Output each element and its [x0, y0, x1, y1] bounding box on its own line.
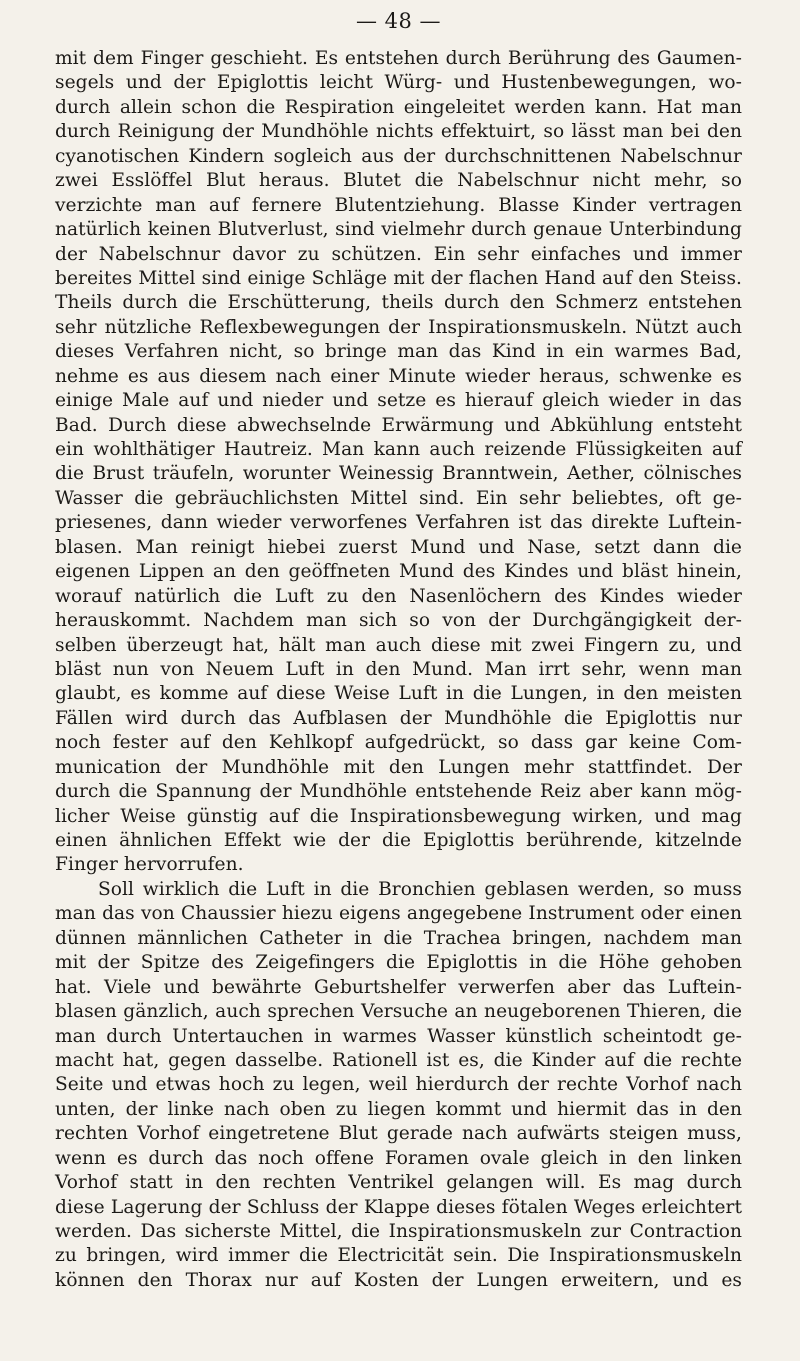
text-line: rechten Vorhof eingetretene Blut gerade nach aufwärts steigen muss, [55, 1123, 742, 1145]
text-line: durch allein schon die Respiration eingeleitet werden kann. Hat man [55, 96, 742, 118]
text-line: munication der Mundhöhle mit den Lungen mehr stattfindet. Der [55, 756, 742, 778]
text-line: herauskommt. Nachdem man sich so von der Durchgängigkeit der- [55, 610, 742, 632]
text-line: worauf natürlich die Luft zu den Nasenlöchern des Kindes wieder [55, 585, 742, 607]
text-line: sehr nützliche Reflexbewegungen der Inspirationsmuskeln. Nützt auch [55, 316, 742, 338]
text-line: durch die Spannung der Mundhöhle entstehende Reiz aber kann mög- [55, 781, 742, 803]
text-line: können den Thorax nur auf Kosten der Lungen erweitern, und es [55, 1269, 742, 1291]
text-line: wenn es durch das noch offene Foramen ovale gleich in den linken [55, 1147, 742, 1169]
text-line: glaubt, es komme auf diese Weise Luft in die Lungen, in den meisten [55, 683, 742, 705]
text-line: einen ähnlichen Effekt wie der die Epiglottis berührende, kitzelnde [55, 830, 742, 851]
text-line: Theils durch die Erschütterung, theils durch den Schmerz entstehen [55, 292, 742, 314]
text-line: man durch Untertauchen in warmes Wasser künstlich scheintodt ge- [55, 1025, 742, 1047]
text-line: zu bringen, wird immer die Electricität sein. Die Inspirationsmuskeln [55, 1245, 742, 1267]
text-line: selben überzeugt hat, hält man auch diese mit zwei Fingern zu, und [55, 634, 742, 656]
text-line: licher Weise günstig auf die Inspirationsbewegung wirken, und mag [55, 805, 742, 827]
text-line: Soll wirklich die Luft in die Bronchien geblasen werden, so muss [98, 878, 742, 900]
text-line: Finger hervorrufen. [55, 854, 244, 876]
text-line: verzichte man auf fernere Blutentziehung. Blasse Kinder vertragen [55, 194, 742, 216]
text-line: zwei Esslöffel Blut heraus. Blutet die Nabelschnur nicht mehr, so [55, 170, 742, 192]
text-line: nehme es aus diesem nach einer Minute wieder heraus, schwenke es [55, 365, 742, 387]
text-line: man das von Chaussier hiezu eigens angegebene Instrument oder einen [55, 903, 742, 925]
text-line: blasen gänzlich, auch sprechen Versuche an neugeborenen Thieren, die [55, 1001, 742, 1023]
text-line: Wasser die gebräuchlichsten Mittel sind. Ein sehr beliebtes, oft ge- [55, 487, 742, 509]
text-line: macht hat, gegen dasselbe. Rationell ist es, die Kinder auf die rechte [55, 1049, 742, 1071]
text-line: dieses Verfahren nicht, so bringe man das Kind in ein warmes Bad, [55, 341, 742, 363]
text-line: einige Male auf und nieder und setze es hierauf gleich wieder in das [55, 390, 742, 412]
text-line: natürlich keinen Blutverlust, sind vielmehr durch genaue Unterbindung [55, 219, 742, 241]
text-line: werden. Das sicherste Mittel, die Inspirationsmuskeln zur Contraction [55, 1221, 742, 1242]
text-line: die Brust träufeln, worunter Weinessig Branntwein, Aether, cölnisches [55, 463, 742, 485]
text-line: segels und der Epiglottis leicht Würg- und Hustenbewegungen, wo- [55, 72, 742, 94]
text-line: Fällen wird durch das Aufblasen der Mundhöhle die Epiglottis nur [55, 707, 742, 729]
text-line: bereites Mittel sind einige Schläge mit der flachen Hand auf den Steiss. [55, 267, 742, 289]
text-line: mit dem Finger geschieht. Es entstehen durch Berührung des Gaumen- [55, 48, 742, 69]
body-text [55, 47, 742, 1293]
text-line: unten, der linke nach oben zu liegen kommt und hiermit das in den [55, 1098, 742, 1120]
text-line: diese Lagerung der Schluss der Klappe dieses fötalen Weges erleichtert [55, 1196, 742, 1218]
page-number: — 48 — [355, 9, 442, 33]
text-line: Seite und etwas hoch zu legen, weil hierdurch der rechte Vorhof nach [55, 1074, 742, 1096]
text-line: hat. Viele und bewährte Geburtshelfer verwerfen aber das Luftein- [55, 976, 742, 998]
text-line: Bad. Durch diese abwechselnde Erwärmung und Abkühlung entsteht [55, 414, 742, 436]
text-line: Vorhof statt in den rechten Ventrikel gelangen will. Es mag durch [55, 1172, 742, 1194]
text-line: noch fester auf den Kehlkopf aufgedrückt, so dass gar keine Com- [55, 732, 742, 754]
text-line: der Nabelschnur davor zu schützen. Ein sehr einfaches und immer [55, 243, 742, 265]
text-line: durch Reinigung der Mundhöhle nichts effektuirt, so lässt man bei den [55, 121, 742, 143]
text-line: priesenes, dann wieder verworfenes Verfahren ist das direkte Luftein- [55, 512, 742, 534]
text-line: blasen. Man reinigt hiebei zuerst Mund und Nase, setzt dann die [55, 536, 742, 558]
text-line: bläst nun von Neuem Luft in den Mund. Man irrt sehr, wenn man [55, 658, 742, 680]
text-line: eigenen Lippen an den geöffneten Mund des Kindes und bläst hinein, [55, 561, 742, 583]
text-line: mit der Spitze des Zeigefingers die Epiglottis in die Höhe gehoben [55, 952, 742, 974]
text-line: dünnen männlichen Catheter in die Trachea bringen, nachdem man [55, 927, 742, 949]
text-line: ein wohlthätiger Hautreiz. Man kann auch reizende Flüssigkeiten auf [55, 439, 742, 460]
text-line: cyanotischen Kindern sogleich aus der durchschnittenen Nabelschnur [55, 145, 742, 167]
